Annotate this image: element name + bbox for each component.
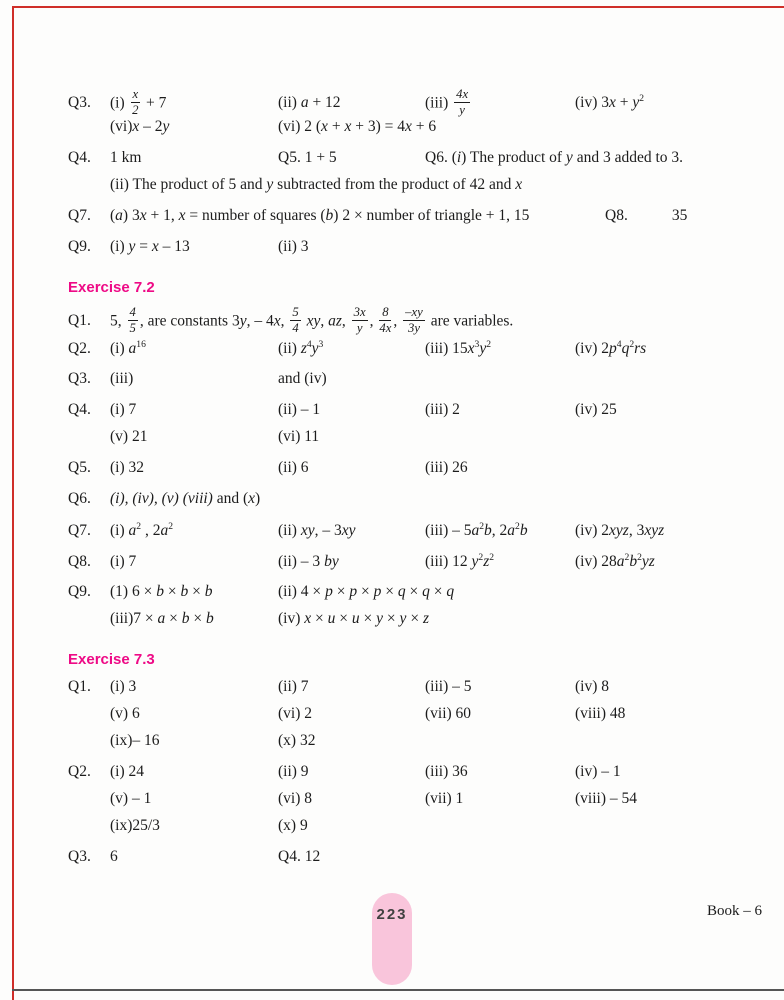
answer-line [68,610,776,637]
fraction: $\frac{x}{2}$ [132,87,139,118]
answer-cell: (iv) 25 [575,401,617,419]
answer-cell: (ii) a + 12 [278,94,341,112]
qa-row [68,552,776,579]
book-label: Book – 6 [706,903,762,919]
qa-row [68,306,776,336]
qa-row [68,88,776,145]
answer-cell: Q5. 1 + 5 [278,148,337,166]
answer-cell: (i) $\frac{x}{2}$ + 7 [110,87,167,118]
answer-cell: $(iii) - 5a^2b$, $2a^2b$ [425,521,528,540]
page-number-pill [372,893,412,985]
question-label: Q1. [68,312,91,329]
answer-cell: (iv) 2xyz, 3xyz [575,522,665,540]
answer-cell: (i) 7 [110,401,137,419]
question-label: Q3. [68,94,91,112]
qa-row [68,490,776,517]
answer-line [68,118,776,145]
answer-cell: (iii) 2 [425,401,460,419]
answer-cell: (ii) 4 × p × p × p × q × q × q [278,583,455,601]
fraction: $\frac{-xy}{3y}$ [405,304,423,335]
answer-line [68,732,776,759]
answer-cell: (iii) $15x^3y^2$ [425,339,491,358]
answer-cell: (ii) – 3 by [278,553,339,571]
answer-cell: (vii) 60 [425,705,472,723]
answer-cell: (iv) 8 [575,678,610,696]
answer-cell: (x) 32 [278,732,316,750]
answer-cell: (ii) 6 [278,459,309,477]
answer-line [68,678,776,705]
answer-line [68,401,776,428]
answer-cell: (ix)– 16 [110,732,160,750]
answer-cell: (1) 6 × b × b × b [110,583,213,601]
answer-line [68,583,776,610]
question-label: Q6. [68,490,91,508]
question-label: Q9. [68,583,91,601]
answer-cell: (iii) – 5 [425,678,472,696]
answer-cell: (iv) – 1 [575,763,621,781]
fraction: $\frac{5}{4}$ [292,304,299,335]
answer-line [68,306,776,336]
exercise-heading: Exercise 7.2 [68,278,155,296]
question-label: Q8. [68,553,91,571]
answer-cell: (i) $a^{16}$ [110,339,146,358]
answer-cell: Q8. 35 [605,206,688,224]
qa-row [68,370,776,397]
page-border-bottom [12,989,784,991]
question-label: Q4. [68,401,91,419]
answer-cell: (iii) 12 $y^2z^2$ [425,552,495,571]
answer-cell: (ii) $z^4y^3$ [278,339,324,358]
answer-cell: (vi) 2 [278,705,313,723]
page-border-top [12,6,784,8]
question-label: Q2. [68,763,91,781]
answer-cell: (i), (iv), (v) (viii) and (x) [110,490,261,508]
qa-row [68,459,776,486]
answer-cell: 6 [110,848,118,866]
answer-cell: (iv) $2p^4q^2rs$ [575,339,647,358]
answer-sections [68,88,776,879]
answer-cell: (vi) 11 [278,428,320,446]
answer-cell: (i) y = x – 13 [110,237,190,255]
answer-line [68,763,776,790]
answer-line [68,790,776,817]
exercise-heading: Exercise 7.3 [68,651,155,669]
page-number: 223 [376,906,408,923]
question-label: Q7. [68,206,91,224]
answer-cell: (ii) – 1 [278,401,321,419]
answer-cell: Q4. 12 [278,848,321,866]
answer-cell: (i) 32 [110,459,145,477]
answer-cell: 5, $\frac{4}{5}$ , are constants 3y, – 4x, $\frac{5}{4}$ xy, az, $\frac{3x}{y}$ , $\frac{8}{4x}$ , $\frac{-xy}{3y}$ are variables. [110,304,514,335]
answer-line [68,521,776,548]
fraction: $\frac{4x}{y}$ [456,87,469,118]
answer-cell: (i) 24 [110,763,145,781]
answer-line [68,88,776,118]
qa-row [68,238,776,265]
qa-row [68,848,776,875]
answer-cell: (ii) The product of 5 and y subtracted from the product of 42 and x [110,175,523,193]
answer-line [68,339,776,366]
answer-cell: (iii) 26 [425,459,468,477]
question-label: Q5. [68,459,91,477]
question-label: Q3. [68,370,91,388]
page-border-left [12,6,14,1000]
answer-cell: Q6. (i) The product of y and 3 added to 3. [425,148,684,166]
answer-line [68,176,776,203]
answer-cell: (iii) [110,370,134,388]
qa-row [68,763,776,844]
question-label: Q9. [68,237,91,255]
question-label: Q1. [68,678,91,696]
answer-cell: (iv) x × u × u × y × y × z [278,610,429,628]
answer-line [68,238,776,265]
qa-row [68,207,776,234]
answer-cell: (iv) $28a^2b^2yz$ [575,552,655,571]
question-label: Q4. [68,148,91,166]
fraction: $\frac{4}{5}$ [129,304,136,335]
qa-row [68,339,776,366]
answer-cell: (i) 3 [110,678,137,696]
question-label: Q3. [68,848,91,866]
answer-cell: (viii) 48 [575,705,626,723]
question-label: Q2. [68,340,91,358]
qa-row [68,678,776,759]
answer-cell: (iii)7 × a × b × b [110,610,214,628]
answer-cell: (iv) $3x + y^2$ [575,93,645,112]
fraction: $\frac{8}{4x}$ [379,304,392,335]
answer-line [68,817,776,844]
answer-cell: (ii) 9 [278,763,309,781]
answer-cell: (ii) 3 [278,237,309,255]
answer-cell: (x) 9 [278,817,308,835]
answer-cell: (v) 21 [110,428,148,446]
answer-line [68,848,776,875]
qa-row [68,401,776,455]
answer-cell: (ii) xy, – 3xy [278,522,356,540]
answer-cell: (vi) 2 (x + x + 3) = 4x + 6 [278,117,437,135]
answer-line [68,428,776,455]
answer-cell: (v) 6 [110,705,140,723]
answer-cell: (ii) 7 [278,678,309,696]
answer-cell: and (iv) [278,370,327,388]
answer-cell: (i) 7 [110,553,137,571]
answer-cell: (vi) 8 [278,790,313,808]
qa-row [68,583,776,637]
answer-cell: (a) 3x + 1, x = number of squares (b) 2 × number of triangle + 1, 15 [110,206,530,224]
answer-line [68,705,776,732]
qa-row [68,521,776,548]
answer-cell: (vi)x – 2y [110,117,170,135]
answer-cell: (i) $a^2$ , $2a^2$ [110,521,173,540]
answer-cell: (viii) – 54 [575,790,637,808]
answer-cell: (iii) $\frac{4x}{y}$ [425,87,469,118]
answer-line [68,459,776,486]
answer-cell: (ix)25/3 [110,817,160,835]
qa-row [68,149,776,203]
answer-cell: (v) – 1 [110,790,152,808]
answer-cell: (iii) 36 [425,763,468,781]
question-label: Q7. [68,522,91,540]
answer-line [68,370,776,397]
answer-line [68,552,776,579]
answer-line [68,149,776,176]
answer-cell: (vii) 1 [425,790,464,808]
answer-cell: 1 km [110,148,142,166]
answer-line [68,207,776,234]
fraction: $\frac{3x}{y}$ [353,304,366,335]
answer-line [68,490,776,517]
